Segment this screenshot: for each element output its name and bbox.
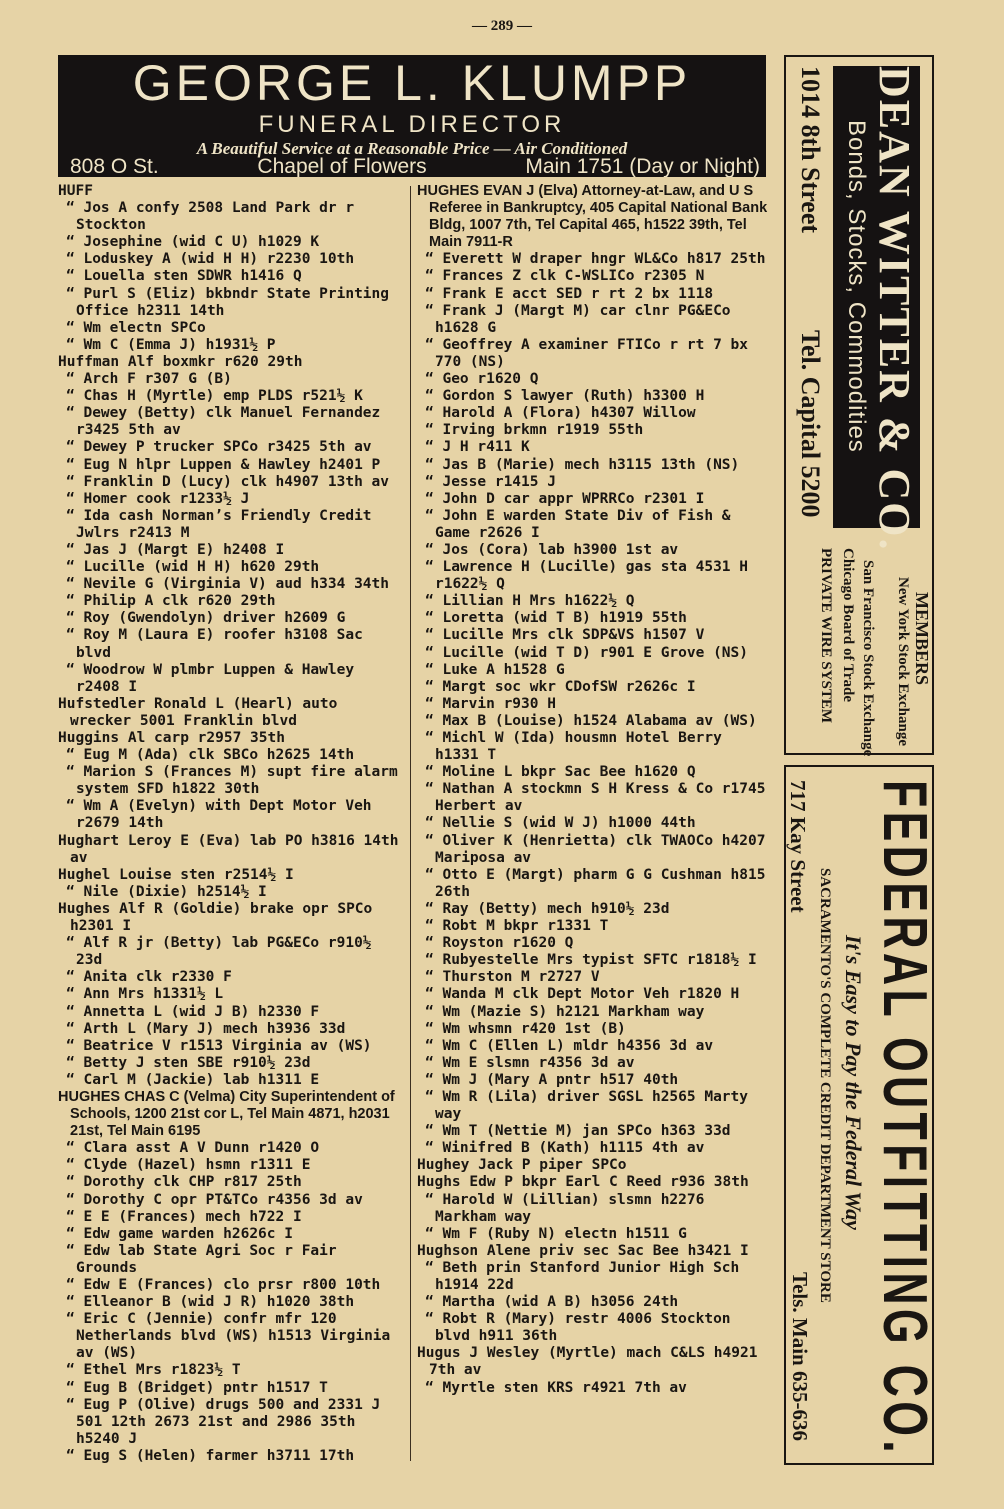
- directory-entry: “ Lillian H Mrs h1622½ Q: [425, 593, 635, 610]
- dean-witter-subtitle: Bonds, Stocks, Commodities: [843, 120, 870, 453]
- directory-entry: “ Harold W (Lillian) slsmn h2276 Markham way: [425, 1191, 705, 1225]
- dean-witter-member-ny: New York Stock Exchange: [895, 577, 911, 747]
- directory-entry: “ Michl W (Ida) housmn Hotel Berry h1331 T: [425, 730, 722, 764]
- directory-entry: “ Thurston M r2727 V: [425, 969, 600, 986]
- directory-entry: “ Alf R jr (Betty) lab PG&ECo r910½ 23d: [66, 935, 372, 969]
- directory-entry: Hughey Jack P piper SPCo: [417, 1157, 627, 1174]
- directory-entry: “ Harold A (Flora) h4307 Willow: [425, 405, 696, 422]
- ad-phone: Main 1751 (Day or Night): [525, 155, 760, 177]
- directory-entry: “ Elleanor B (wid J R) h1020 38th: [66, 1294, 355, 1311]
- ad-slogan: A Beautiful Service at a Reasonable Price — Air Conditioned: [196, 139, 628, 158]
- directory-entry: Hughs Edw P bkpr Earl C Reed r936 38th: [417, 1174, 749, 1191]
- directory-entry: “ Frances Z clk C-WSLICo r2305 N: [425, 268, 705, 285]
- dean-witter-tel: Tel. Capital 5200: [796, 330, 825, 518]
- federal-outfitting-description: SACRAMENTO'S COMPLETE CREDIT DEPARTMENT STORE: [817, 868, 833, 1303]
- directory-column-left: [58, 183, 406, 1465]
- directory-entry: “ Everett W draper hngr WL&Co h817 25th: [425, 251, 766, 268]
- directory-entry: “ Eric C (Jennie) confr mfr 120 Netherlands blvd (WS) h1513 Virginia av (WS): [66, 1311, 391, 1362]
- directory-entry: “ Clara asst A V Dunn r1420 O: [66, 1140, 320, 1157]
- directory-entry: “ E E (Frances) mech h722 I: [66, 1208, 302, 1225]
- directory-entry: “ Wm C (Ellen L) mldr h4356 3d av: [425, 1037, 714, 1054]
- directory-entry: “ Moline L bkpr Sac Bee h1620 Q: [425, 764, 696, 781]
- directory-entry: “ Loretta (wid T B) h1919 55th: [425, 610, 687, 627]
- directory-entry: “ Jos (Cora) lab h3900 1st av: [425, 541, 679, 558]
- directory-entry: Hughson Alene priv sec Sac Bee h3421 I: [417, 1242, 749, 1259]
- directory-entry: “ Dewey (Betty) clk Manuel Fernandez r3425 5th av: [66, 405, 381, 439]
- directory-entry: Huffman Alf boxmkr r620 29th: [58, 353, 303, 370]
- directory-entry: “ Wm A (Evelyn) with Dept Motor Veh r2679 14th: [66, 798, 372, 832]
- directory-entry: “ Franklin D (Lucy) clk h4907 13th av: [66, 473, 390, 490]
- directory-entry: “ John D car appr WPRRCo r2301 I: [425, 490, 705, 507]
- directory-entry: “ Homer cook r1233½ J: [66, 490, 250, 507]
- directory-entry: “ Marion S (Frances M) supt fire alarm system SFD h1822 30th: [66, 764, 398, 798]
- directory-entry: “ Frank E acct SED r rt 2 bx 1118: [425, 285, 714, 302]
- directory-entry: “ Geoffrey A examiner FTICo r rt 7 bx 770 (NS): [425, 336, 749, 370]
- directory-entry: Hugus J Wesley (Myrtle) mach C&LS h4921 7th av: [417, 1345, 758, 1379]
- directory-entry: “ Otto E (Margt) pharm G G Cushman h815 26th: [425, 866, 766, 900]
- directory-entry: “ John E warden State Div of Fish & Game r2626 I: [425, 507, 731, 541]
- directory-entry: “ Max B (Louise) h1524 Alabama av (WS): [425, 712, 757, 729]
- directory-entry: “ Arch F r307 G (B): [66, 371, 232, 388]
- directory-entry: “ Luke A h1528 G: [425, 661, 565, 678]
- directory-entry: “ Loduskey A (wid H H) r2230 10th: [66, 251, 355, 268]
- directory-entry: “ Wm J (Mary A pntr h517 40th: [425, 1071, 679, 1088]
- directory-entry: “ Marvin r930 H: [425, 695, 556, 712]
- directory-entry: “ Wm R (Lila) driver SGSL h2565 Marty way: [425, 1088, 749, 1123]
- directory-entry: “ Beatrice V r1513 Virginia av (WS): [66, 1037, 372, 1054]
- directory-entry: “ J H r411 K: [425, 439, 530, 456]
- directory-entry: “ Wm C (Emma J) h1931½ P: [66, 336, 276, 353]
- directory-entry: “ Purl S (Eliz) bkbndr State Printing Office h2311 14th: [66, 285, 390, 319]
- directory-entry: “ Nellie S (wid W J) h1000 44th: [425, 815, 696, 832]
- directory-entry: “ Wm E slsmn r4356 3d av: [425, 1054, 635, 1071]
- federal-outfitting-address: 717 Kay Street: [786, 780, 810, 913]
- column-divider: [410, 186, 411, 1461]
- directory-entry: “ Rubyestelle Mrs typist SFTC r1818½ I: [425, 952, 757, 969]
- directory-entry: “ Nathan A stockmn S H Kress & Co r1745 Herbert av: [425, 781, 766, 815]
- directory-entry: “ Lucille (wid T D) r901 E Grove (NS): [425, 644, 749, 661]
- directory-entry: Hughart Leroy E (Eva) lab PO h3816 14th av: [58, 832, 399, 866]
- directory-entry: “ Betty J sten SBE r910½ 23d: [66, 1054, 311, 1071]
- directory-entry: “ Lawrence H (Lucille) gas sta 4531 H r1622½ Q: [425, 559, 749, 593]
- directory-entry: “ Carl M (Jackie) lab h1311 E: [66, 1071, 320, 1088]
- directory-entry: Hughel Louise sten r2514½ I: [58, 866, 294, 883]
- directory-entry: Huggins Al carp r2957 35th: [58, 730, 285, 746]
- directory-entry: “ Gordon S lawyer (Ruth) h3300 H: [425, 388, 705, 405]
- directory-entry: “ Beth prin Stanford Junior High Sch h1914 22d: [425, 1259, 740, 1293]
- ad-subtitle: FUNERAL DIRECTOR: [258, 111, 566, 138]
- dean-witter-member-chicago: Chicago Board of Trade: [840, 548, 856, 703]
- directory-entry: “ Eug N hlpr Luppen & Hawley h2401 P: [66, 456, 381, 473]
- federal-outfitting-title: FEDERAL OUTFITTING CO.: [870, 780, 939, 1458]
- federal-outfitting-slogan: It's Easy to Pay the Federal Way: [841, 935, 866, 1230]
- directory-entry: “ Josephine (wid C U) h1029 K: [66, 234, 320, 251]
- directory-entry: “ Dewey P trucker SPCo r3425 5th av: [66, 439, 372, 456]
- directory-entry: HUGHES CHAS C (Velma) City Superintendent of Schools, 1200 21st cor L, Tel Main 4871, h2031 21st, Tel Main 6195: [58, 1088, 395, 1140]
- directory-entry: “ Annetta L (wid J B) h2330 F: [66, 1003, 320, 1020]
- directory-entry: “ Ida cash Norman’s Friendly Credit Jwlrs r2413 M: [66, 507, 372, 541]
- dean-witter-title: DEAN WITTER & CO.: [870, 66, 919, 552]
- directory-entry: “ Wm electn SPCo: [66, 319, 206, 336]
- directory-entry: “ Roy M (Laura E) roofer h3108 Sac blvd: [66, 627, 363, 661]
- directory-entry: Hughes Alf R (Goldie) brake opr SPCo h2301 I: [58, 900, 373, 935]
- dean-witter-address: 1014 8th Street: [796, 66, 825, 234]
- directory-entry: “ Margt soc wkr CDofSW r2626c I: [425, 678, 696, 695]
- directory-entry: “ Robt R (Mary) restr 4006 Stockton blvd h911 36th: [425, 1311, 731, 1345]
- directory-entry: “ Wm (Mazie S) h2121 Markham way: [425, 1003, 705, 1020]
- ad-business-name: GEORGE L. KLUMPP: [132, 55, 692, 111]
- directory-entry: “ Clyde (Hazel) hsmn r1311 E: [66, 1157, 311, 1174]
- directory-entry: “ Wm T (Nettie M) jan SPCo h363 33d: [425, 1123, 731, 1140]
- directory-entry: “ Nile (Dixie) h2514½ I: [66, 883, 267, 900]
- directory-entry: “ Anita clk r2330 F: [66, 969, 232, 986]
- directory-entry: “ Martha (wid A B) h3056 24th: [425, 1294, 679, 1311]
- directory-entry: “ Edw lab State Agri Soc r Fair Grounds: [66, 1242, 337, 1276]
- directory-entry: “ Nevile G (Virginia V) aud h334 34th: [66, 576, 390, 593]
- directory-entry: “ Philip A clk r620 29th: [66, 593, 276, 610]
- directory-entry: “ Winifred B (Kath) h1115 4th av: [425, 1140, 705, 1157]
- ad-chapel: Chapel of Flowers: [257, 155, 427, 177]
- directory-entry: “ Eug M (Ada) clk SBCo h2625 14th: [66, 747, 355, 764]
- directory-entry: “ Dorothy C opr PT&TCo r4356 3d av: [66, 1191, 363, 1208]
- directory-entry: “ Wm whsmn r420 1st (B): [425, 1020, 626, 1037]
- ad-info-row: [70, 155, 760, 177]
- ad-address: 808 O St.: [70, 155, 159, 177]
- directory-entry: “ Ann Mrs h1331½ L: [66, 986, 224, 1003]
- directory-entry: “ Wm F (Ruby N) electn h1511 G: [425, 1225, 687, 1242]
- directory-entry: “ Robt M bkpr r1331 T: [425, 918, 609, 935]
- directory-entry: “ Eug S (Helen) farmer h3711 17th: [66, 1447, 355, 1464]
- directory-entry: “ Chas H (Myrtle) emp PLDS r521½ K: [66, 388, 363, 405]
- directory-entry: “ Jas J (Margt E) h2408 I: [66, 541, 285, 558]
- directory-entry: “ Woodrow W plmbr Luppen & Hawley r2408 I: [66, 661, 355, 695]
- federal-outfitting-tels: Tels. Main 635-636: [788, 1272, 812, 1441]
- directory-column-middle: [417, 183, 771, 1397]
- directory-entry: “ Edw game warden h2626c I: [66, 1225, 293, 1242]
- dean-witter-wire: PRIVATE WIRE SYSTEM: [818, 548, 834, 724]
- directory-entry: “ Arth L (Mary J) mech h3936 33d: [66, 1020, 346, 1037]
- directory-entry: “ Irving brkmn r1919 55th: [425, 422, 644, 439]
- directory-entry: “ Louella sten SDWR h1416 Q: [66, 268, 302, 285]
- directory-entry: “ Royston r1620 Q: [425, 935, 574, 952]
- directory-entry: “ Myrtle sten KRS r4921 7th av: [425, 1379, 687, 1396]
- directory-entry: “ Jas B (Marie) mech h3115 13th (NS): [425, 456, 740, 473]
- directory-entry: “ Dorothy clk CHP r817 25th: [66, 1174, 302, 1191]
- directory-entry: “ Edw E (Frances) clo prsr r800 10th: [66, 1277, 381, 1293]
- directory-entry: “ Jesse r1415 J: [425, 473, 556, 490]
- directory-entry: “ Eug B (Bridget) pntr h1517 T: [66, 1379, 328, 1396]
- directory-entry: “ Ethel Mrs r1823½ T: [66, 1362, 241, 1379]
- directory-entry: HUFF: [58, 183, 93, 199]
- directory-entry: “ Eug P (Olive) drugs 500 and 2331 J 501 12th 2673 21st and 2986 35th h5240 J: [66, 1396, 381, 1447]
- directory-entry: “ Wanda M clk Dept Motor Veh r1820 H: [425, 986, 740, 1003]
- directory-entry: “ Ray (Betty) mech h910½ 23d: [425, 900, 670, 917]
- directory-entry: “ Geo r1620 Q: [425, 371, 539, 388]
- directory-entry: “ Jos A confy 2508 Land Park dr r Stockton: [66, 200, 355, 234]
- directory-entry: Hufstedler Ronald L (Hearl) auto wrecker 5001 Franklin blvd: [58, 695, 338, 729]
- dean-witter-members-label: MEMBERS: [912, 592, 932, 686]
- funeral-director-ad: [58, 55, 766, 177]
- directory-entry: “ Lucille Mrs clk SDP&VS h1507 V: [425, 627, 705, 644]
- page-number: — 289 —: [472, 18, 532, 34]
- dean-witter-member-sf: San Francisco Stock Exchange: [860, 560, 876, 757]
- directory-entry: “ Lucille (wid H H) h620 29th: [66, 559, 320, 576]
- directory-entry: “ Frank J (Margt M) car clnr PG&ECo h1628 G: [425, 302, 731, 336]
- directory-entry: “ Oliver K (Henrietta) clk TWAOCo h4207 Mariposa av: [425, 832, 766, 866]
- directory-entry: HUGHES EVAN J (Elva) Attorney-at-Law, and U S Referee in Bankruptcy, 405 Capital National Bank Bldg, 1007 7th, Tel Capital 465, h1522 39th, Tel Main 7911-R: [417, 183, 768, 251]
- directory-entry: “ Roy (Gwendolyn) driver h2609 G: [66, 610, 346, 627]
